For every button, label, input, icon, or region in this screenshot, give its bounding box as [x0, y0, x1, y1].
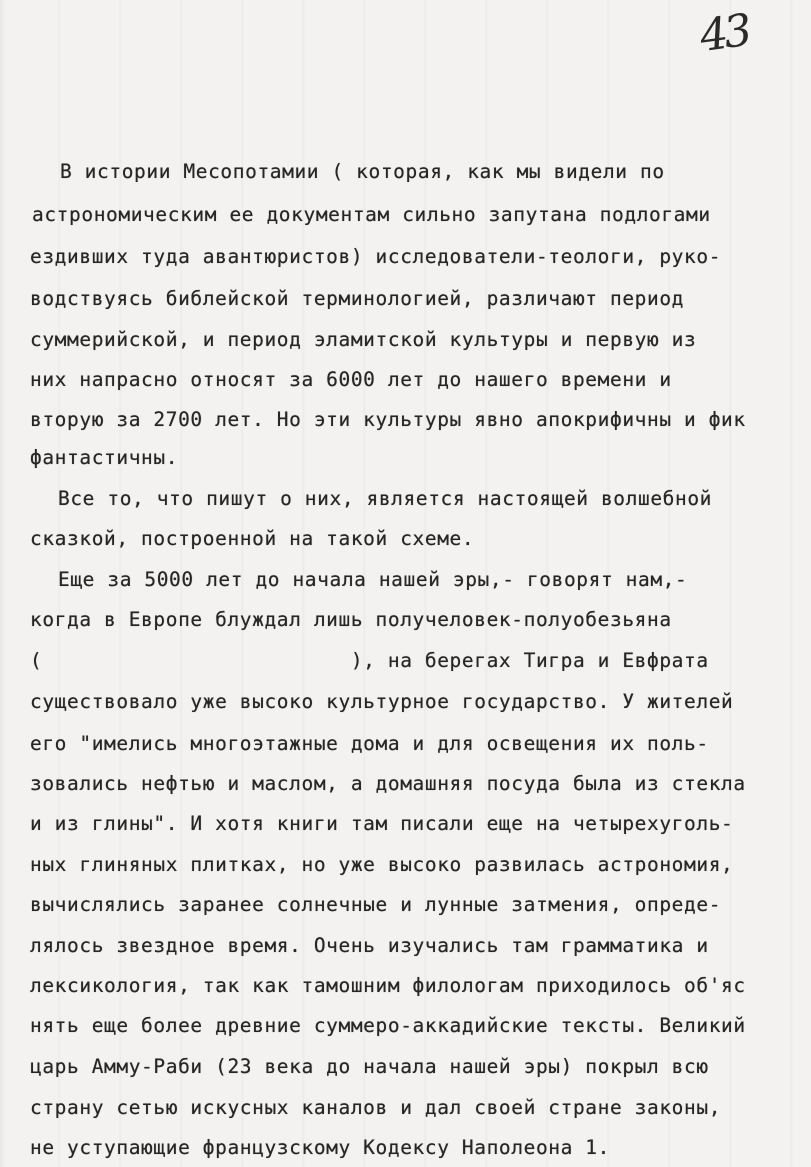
text-line: его "имелись многоэтажные дома и для освещения их поль-	[30, 732, 709, 755]
text-line: страну сетью искусных каналов и дал своей стране законы,	[30, 1096, 722, 1119]
text-line: не уступающие французскому Кодексу Наполеона 1.	[30, 1136, 610, 1159]
text-line: вычислялись заранее солнечные и лунные затмения, опреде-	[30, 893, 722, 916]
text-line: ездивших туда авантюристов) исследователи-теологи, руко-	[30, 245, 722, 268]
text-line: нять еще более древние суммеро-аккадийские тексты. Великий	[30, 1014, 746, 1037]
text-line: сказкой, построенной на такой схеме.	[30, 527, 475, 550]
text-line: них напрасно относят за 6000 лет до нашего времени и	[30, 368, 672, 391]
text-line: фантастичны.	[30, 446, 179, 469]
text-line: водствуясь библейской терминологией, различают период	[30, 287, 685, 310]
page-number: 43	[696, 4, 752, 63]
text-line: лялось звездное время. Очень изучались там грамматика и	[30, 934, 709, 957]
text-line: В истории Месопотамии ( которая, как мы видели по	[60, 160, 665, 183]
text-line: когда в Европе блуждал лишь получеловек-полуобезьяна	[30, 608, 672, 631]
text-line: и из глины". И хотя книги там писали еще на четырехуголь-	[30, 812, 734, 835]
text-line: зовались нефтью и маслом, а домашняя посуда была из стекла	[30, 772, 746, 795]
text-line: Все то, что пишут о них, является настоящей волшебной	[58, 487, 713, 510]
text-line: вторую за 2700 лет. Но эти культуры явно апокрифичны и фик	[30, 408, 746, 431]
text-line: астрономическим ее документам сильно запутана подлогами	[32, 203, 711, 226]
text-line: Еще за 5000 лет до начала нашей эры,- говорят нам,-	[58, 568, 688, 591]
text-line: царь Амму-Раби (23 века до начала нашей эры) покрыл всю	[30, 1055, 709, 1078]
text-line: суммерийской, и период эламитской культуры и первую из	[30, 328, 697, 351]
text-line: ных глиняных плитках, но уже высоко развилась астрономия,	[30, 853, 734, 876]
text-line: существовало уже высоко культурное государство. У жителей	[30, 690, 734, 713]
text-line: ( ), на берегах Тигра и Евфрата	[30, 649, 709, 672]
text-line: лексикология, так как тамошним филологам приходилось об'яс	[30, 974, 746, 997]
